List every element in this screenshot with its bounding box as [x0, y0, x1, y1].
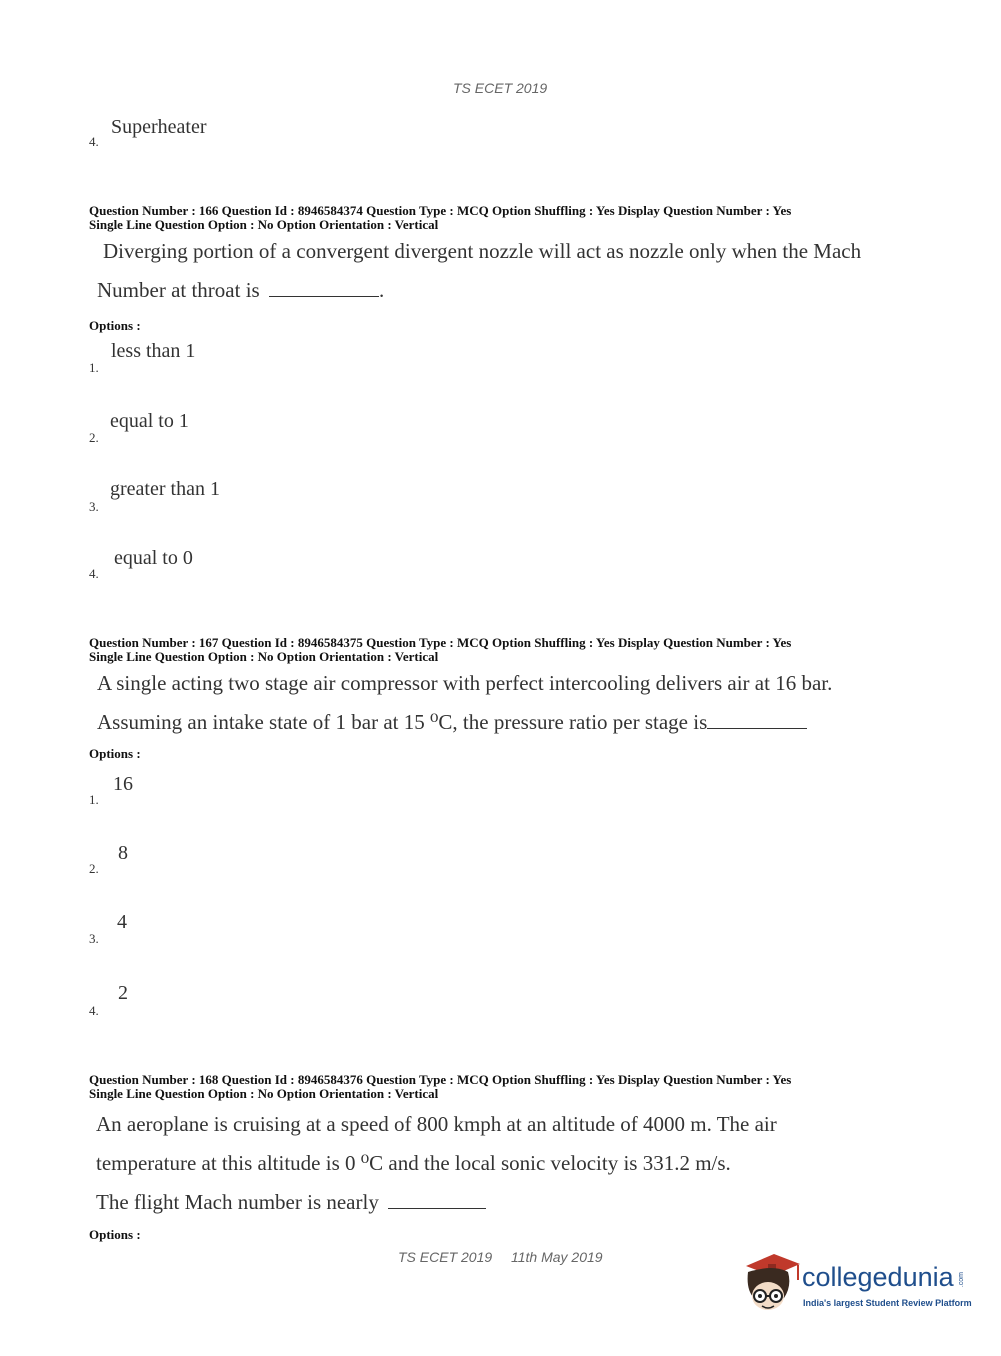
logo-wordmark: collegedunia: [802, 1262, 954, 1292]
option-number: 3.: [89, 931, 99, 946]
question-text: The flight Mach number is nearly: [96, 1190, 379, 1214]
option-text: greater than 1: [110, 478, 220, 500]
mascot-icon: [740, 1250, 802, 1316]
option-number: 1.: [89, 792, 99, 807]
option-text: 4: [117, 911, 127, 933]
question-text-line1: Diverging portion of a convergent divergent nozzle will act as nozzle only when the Mach: [103, 239, 862, 263]
option-number: 1.: [89, 360, 99, 375]
option-text: less than 1: [111, 340, 196, 362]
option-text: Superheater: [111, 116, 207, 138]
question-text-line2: temperature at this altitude is 0 ⁰C and the local sonic velocity is 331.2 m/s.: [96, 1151, 731, 1175]
logo-tagline: India's largest Student Review Platform: [803, 1298, 972, 1308]
question-meta: Question Number : 167 Question Id : 8946584375 Question Type : MCQ Option Shuffling : Yes Display Question Number : Yes: [89, 635, 792, 650]
question-meta: Question Number : 168 Question Id : 8946584376 Question Type : MCQ Option Shuffling : Yes Display Question Number : Yes: [89, 1072, 792, 1087]
option-number: 4.: [89, 1003, 99, 1018]
footer-date: 11th May 2019: [511, 1249, 603, 1265]
question-meta-line2: Single Line Question Option : No Option Orientation : Vertical: [89, 1086, 439, 1101]
options-label: Options :: [89, 318, 141, 333]
answer-blank: [707, 710, 807, 729]
question-meta-line2: Single Line Question Option : No Option Orientation : Vertical: [89, 649, 439, 664]
collegedunia-logo: [740, 1250, 970, 1320]
option-text: 8: [118, 842, 128, 864]
question-text-line3: [96, 1190, 486, 1215]
question-text-line2: [97, 278, 384, 303]
options-label: Options :: [89, 746, 141, 761]
answer-blank: [388, 1190, 486, 1209]
answer-blank: [269, 278, 379, 297]
question-text-line1: A single acting two stage air compressor with perfect intercooling delivers air at 16 bar.: [97, 671, 833, 695]
question-text-line2: [97, 710, 807, 735]
option-number: 4.: [89, 134, 99, 149]
option-number: 4.: [89, 566, 99, 581]
option-number: 2.: [89, 430, 99, 445]
option-text: 16: [113, 773, 133, 795]
option-number: 3.: [89, 499, 99, 514]
option-text: equal to 0: [114, 547, 193, 569]
option-number: 2.: [89, 861, 99, 876]
page-header: TS ECET 2019: [453, 80, 548, 96]
options-label: Options :: [89, 1227, 141, 1242]
question-text: Number at throat is: [97, 278, 260, 302]
footer-exam: TS ECET 2019: [398, 1249, 493, 1265]
option-text: 2: [118, 982, 128, 1004]
logo-domain: .com: [958, 1272, 965, 1288]
question-meta-line2: Single Line Question Option : No Option Orientation : Vertical: [89, 217, 439, 232]
question-meta: Question Number : 166 Question Id : 8946584374 Question Type : MCQ Option Shuffling : Yes Display Question Number : Yes: [89, 203, 792, 218]
option-text: equal to 1: [110, 410, 189, 432]
question-end: .: [378, 278, 385, 302]
question-text-line1: An aeroplane is cruising at a speed of 800 kmph at an altitude of 4000 m. The air: [96, 1112, 777, 1136]
question-text: Assuming an intake state of 1 bar at 15 ⁰C, the pressure ratio per stage is: [97, 710, 708, 734]
